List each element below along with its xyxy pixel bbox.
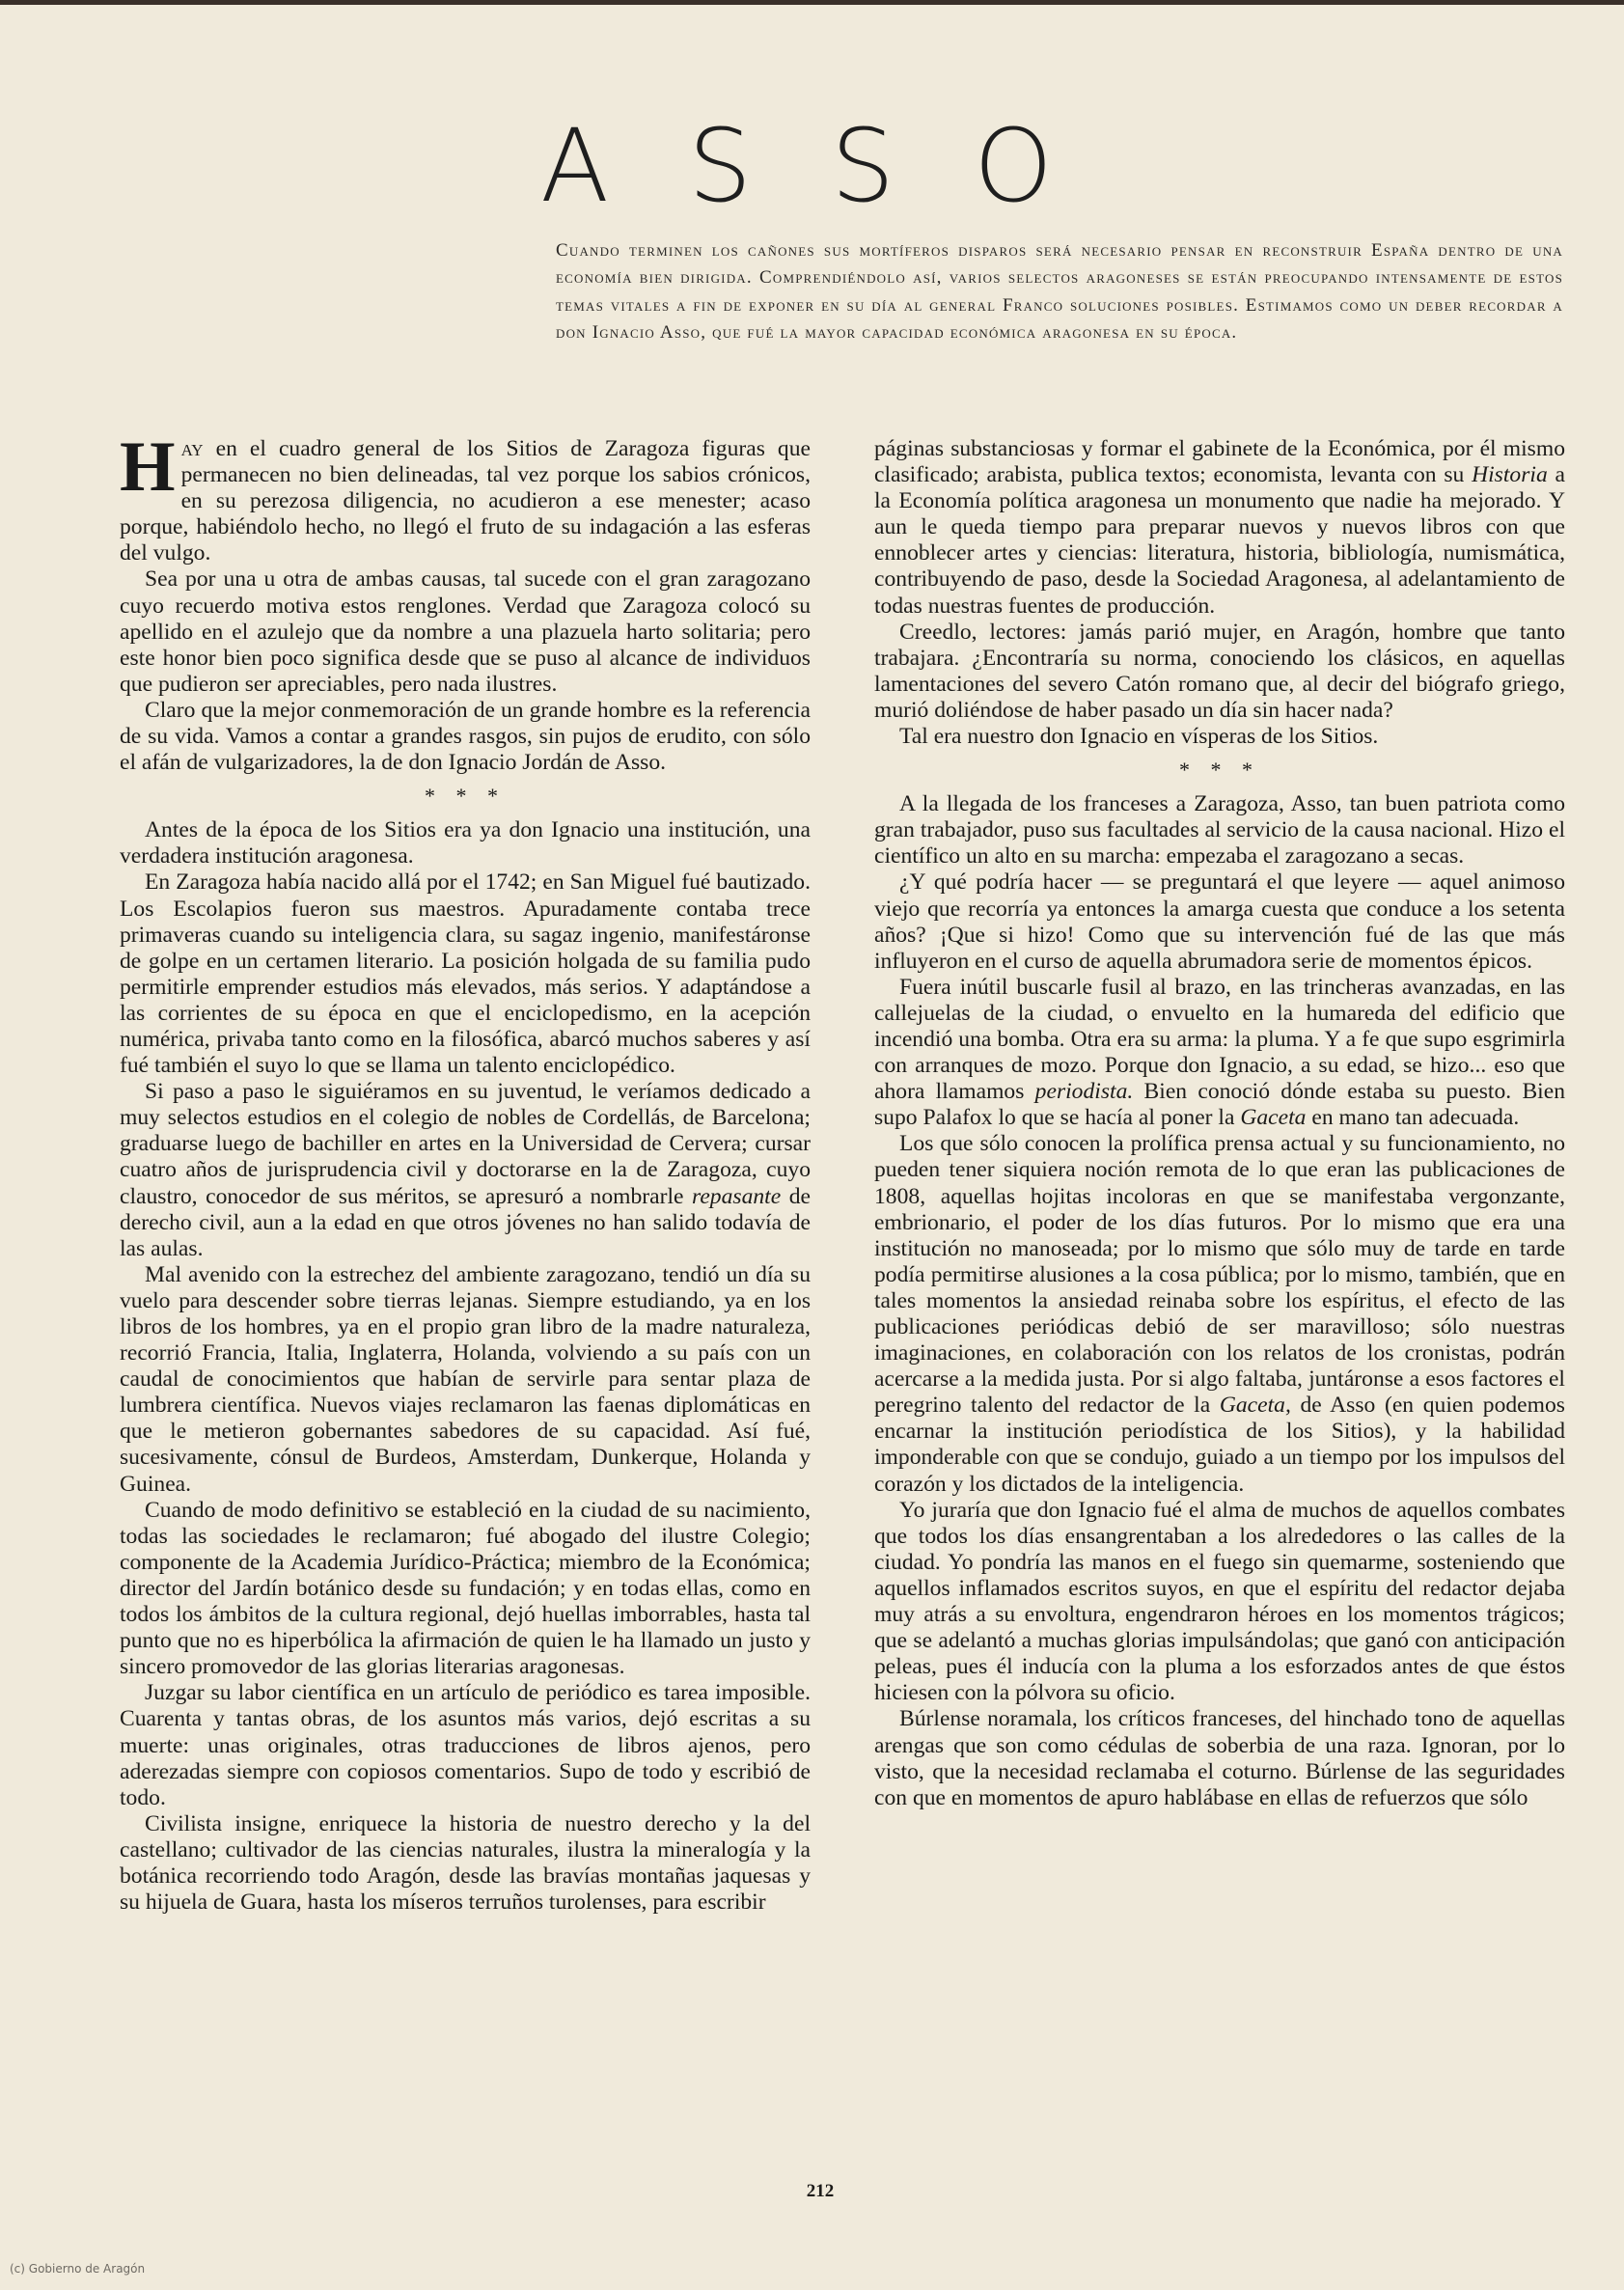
paragraph: Mal avenido con la estrechez del ambiente zaragozano, tendió un día su vuelo para descender sobre tierras lejanas. Siempre estudiando, ya en los libros de los hombres, ya en el propio gran libro de la madre naturaleza, recorrió Francia, Italia, Inglaterra, Holanda, volviendo a su país con un caudal de conocimientos que habían de servirle para sentar plaza de lumbrera científica. Nuevos viajes reclamaron las faenas diplomáticas en que le metieron gobernantes sabedores de su capacidad. Así fué, sucesivamente, cónsul de Burdeos, Amsterdam, Dunkerque, Holanda y Guinea. xyxy=(120,1261,811,1497)
italic-title: Gaceta xyxy=(1240,1105,1307,1131)
paragraph: Cuando de modo definitivo se estableció en la ciudad de su nacimiento, todas las sociedades le reclamaron; fué abogado del ilustre Colegio; componente de la Academia Jurídico-Práctica; miembro de la Económica; director del Jardín botánico desde su fundación; y en todas ellas, como en todos los ámbitos de la cultura regional, dejó huellas imborrables, hasta tal punto que no es hiperbólica la afirmación de quien le ha llamado un justo y sincero promovedor de las glorias literarias aragonesas. xyxy=(120,1497,811,1680)
paragraph: páginas substanciosas y formar el gabinete de la Económica, por él mismo clasificado; arabista, publica textos; economista, levanta con su Historia a la Economía política aragonesa un monumento que nadie ha mejorado. Y aun le queda tiempo para preparar nuevos y nuevos libros con que ennoblecer artes y ciencias: literatura, historia, bibliología, numismática, contribuyendo de paso, desde la Sociedad Aragonesa, al adelantamiento de todas nuestras fuentes de producción. xyxy=(874,436,1565,619)
section-separator: * * * xyxy=(1179,758,1260,783)
paragraph: Sea por una u otra de ambas causas, tal sucede con el gran zaragozano cuyo recuerdo motiva estos renglones. Verdad que Zaragoza colocó su apellido en el azulejo que da nombre a una plazuela harto solitaria; pero este honor bien poco significa desde que se puso al alcance de individuos que pudieron ser apreciables, pero nada ilustres. xyxy=(120,566,811,697)
paragraph: Antes de la época de los Sitios era ya don Ignacio una institución, una verdadera institución aragonesa. xyxy=(120,817,811,869)
paragraph: ¿Y qué podría hacer — se preguntará el que leyere — aquel animoso viejo que recorría ya entonces la amarga cuesta que conduce a los setenta años? ¡Que si hizo! Como que su intervención fué de las que más influyeron en el curso de aquella abrumadora serie de momentos épicos. xyxy=(874,869,1565,974)
paragraph: Tal era nuestro don Ignacio en vísperas de los Sitios. xyxy=(899,724,1379,750)
left-column xyxy=(120,428,812,1916)
paragraph: Búrlense noramala, los críticos franceses, del hinchado tono de aquellas arengas que son como cédulas de soberbia de una raza. Ignoran, por lo visto, que la necesidad reclamaba el coturno. Búrlense de las seguridades con que en momentos de apuro hablábase en ellas de refuerzos que sólo xyxy=(874,1706,1565,1810)
paragraph: Yo juraría que don Ignacio fué el alma de muchos de aquellos combates que todos los días ensangrentaban a los alrededores o las calles de la ciudad. Yo pondría las manos en el fuego sin quemarme, sosteniendo que aquellos inflamados escritos suyos, en que el espíritu del redactor dejaba muy atrás a su envoltura, engendraron héroes en los momentos trágicos; que se adelantó a muchas glorias impulsándolas; que ganó con anticipación peleas, pues él inducía con la pluma a los esforzados antes de que éstos hiciesen con la pólvora su oficio. xyxy=(874,1497,1565,1706)
paragraph: En Zaragoza había nacido allá por el 1742; en San Miguel fué bautizado. Los Escolapios fueron sus maestros. Apuradamente contaba trece primaveras cuando su inteligencia clara, su sagaz ingenio, manifestáronse de golpe en un certamen literario. La posición holgada de su familia pudo permitirle emprender estudios más elevados, más serios. Y adaptándose a las corrientes de su época en que el enciclopedismo, en la acepción numérica, privaba tanto como en la filosófica, abarcó muchos saberes y así fué también el suyo lo que se llama un talento enciclopédico. xyxy=(120,869,811,1079)
article-title: ASSO xyxy=(540,107,1133,225)
drop-cap: H xyxy=(120,428,176,507)
paragraph: A la llegada de los franceses a Zaragoza, Asso, tan buen patriota como gran trabajador, puso sus facultades al servicio de la causa nacional. Hizo el científico un alto en su marcha: empezaba el zaragozano a secas. xyxy=(874,791,1565,869)
italic-title: Gaceta, xyxy=(1219,1393,1291,1419)
article-intro: Cuando terminen los cañones sus mortíferos disparos será necesario pensar en reconstruir España dentro de una economía bien dirigida. Comprendiéndolo así, varios selectos aragoneses se están preocupando intensamente de estos temas vitales a fin de exponer en su día al general Franco soluciones posibles. Estimamos como un deber recordar a don Ignacio Asso, que fué la mayor capacidad económica aragonesa en su época. xyxy=(556,240,1563,343)
lead-in: ay xyxy=(180,436,204,461)
paragraph: Creedlo, lectores: jamás parió mujer, en Aragón, hombre que tanto trabajara. ¿Encontraría su norma, conociendo los clásicos, en aquellas lamentaciones del severo Catón romano que, al decir del biógrafo griego, murió doliéndose de haber pasado un día sin hacer nada? xyxy=(874,619,1565,723)
italic-term: periodista. xyxy=(1034,1079,1134,1105)
paragraph: Juzgar su labor científica en un artículo de periódico es tarea imposible. Cuarenta y tantas obras, de los asuntos más varios, dejó escritas a su muerte: unas originales, otras traducciones de libros ajenos, pero aderezadas siempre con copiosos comentarios. Supo de todo y escribió de todo. xyxy=(120,1680,811,1810)
page-number: 212 xyxy=(806,2181,835,2201)
italic-term: repasante xyxy=(692,1183,782,1209)
paragraph: Si paso a paso le siguiéramos en su juventud, le veríamos dedicado a muy selectos estudios en el colegio de nobles de Cordellás, de Barcelona; graduarse luego de bachiller en artes en la Universidad de Cervera; cursar cuatro años de jurisprudencia civil y doctorarse en la de Zaragoza, cuyo claustro, conocedor de sus méritos, se apresuró a nombrarle repasante de derecho civil, aun a la edad en que otros jóvenes no han salido todavía de las aulas. xyxy=(120,1079,812,1261)
right-column xyxy=(874,436,1565,1811)
paragraph: Los que sólo conocen la prolífica prensa actual y su funcionamiento, no pueden tener siquiera noción remota de lo que eran las publicaciones de 1808, aquellas hojitas incoloras en que se manifestaba vergonzante, embrionario, el poder de los días futuros. Por lo mismo que era una institución no manoseada; por lo mismo que sólo muy de tarde en tarde podía permitirse alusiones a la cosa pública; por lo mismo, también, que en tales momentos la ansiedad reinaba sobre los espíritus, el efecto de las publicaciones periódicas debió de ser maravilloso; sólo nuestras imaginaciones, en colaboración con los relatos de los cronistas, podrán acercarse a la medida justa. Por si algo faltaba, juntáronse a esos factores el peregrino talento del redactor de la Gaceta, de Asso (en quien podemos encarnar la institución periodística de los Sitios), y la habilidad imponderable con que se condujo, guiado a un tiempo por los impulsos del corazón y los dictados de la inteligencia. xyxy=(874,1131,1565,1497)
paragraph: Claro que la mejor conmemoración de un grande hombre es la referencia de su vida. Vamos a contar a grandes rasgos, sin pujos de erudito, con sólo el afán de vulgarizadores, la de don Ignacio Jordán de Asso. xyxy=(120,697,811,776)
section-separator: * * * xyxy=(425,784,506,809)
paragraph: Fuera inútil buscarle fusil al brazo, en las trincheras avanzadas, en las callejuelas de la ciudad, o envuelto en la humareda del edificio que incendió una bomba. Otra era su arma: la pluma. Y a fe que supo esgrimirla con arranques de mozo. Porque don Ignacio, a su edad, se hizo... eso que ahora llamamos periodista. Bien conoció dónde estaba su puesto. Bien supo Palafox lo que se hacía al poner la Gaceta en mano tan adecuada. xyxy=(874,974,1566,1131)
paragraph: Hay en el cuadro general de los Sitios de Zaragoza figuras que permanecen no bien delineadas, tal vez porque los sabios crónicos, en su perezosa diligencia, no acudieron a ese menester; acaso porque, habiéndolo hecho, no llegó el fruto de su indagación a las esferas del vulgo. xyxy=(120,428,811,566)
paragraph: Civilista insigne, enriquece la historia de nuestro derecho y la del castellano; cultivador de las ciencias naturales, ilustra la mineralogía y la botánica recorriendo todo Aragón, desde las bravías montañas jaquesas y su hijuela de Guara, hasta los míseros terruños turolenses, para escribir xyxy=(120,1810,811,1916)
copyright-notice: (c) Gobierno de Aragón xyxy=(10,2262,146,2276)
italic-title: Historia xyxy=(1472,462,1548,488)
